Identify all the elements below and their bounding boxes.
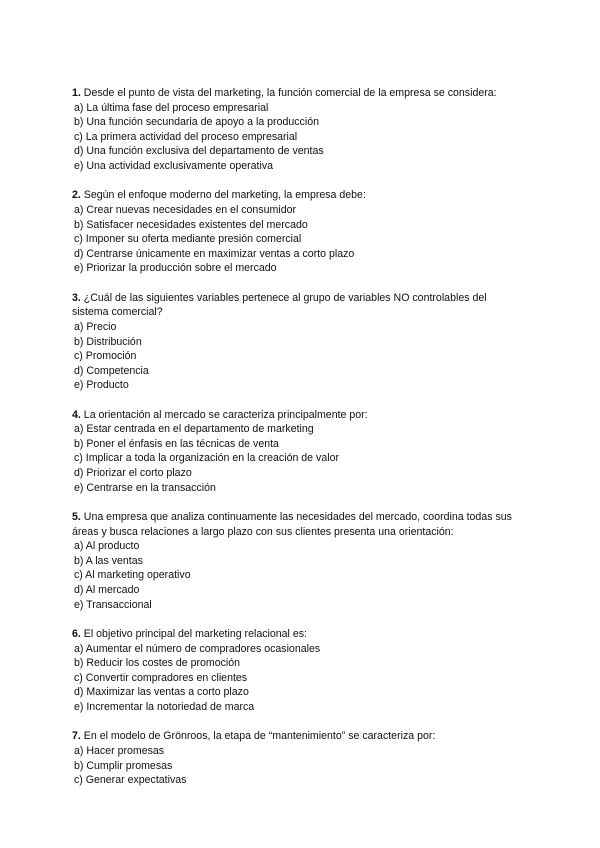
option-c: c) Generar expectativas bbox=[74, 774, 187, 787]
document-page bbox=[72, 86, 520, 803]
option-d: d) Competencia bbox=[74, 364, 149, 377]
question-stem bbox=[72, 510, 520, 539]
option-d: d) Al mercado bbox=[74, 584, 140, 596]
question-text: Según el enfoque moderno del marketing, la empresa debe: bbox=[83, 189, 366, 202]
option-a: a) Precio bbox=[74, 320, 117, 333]
option-d: d) Priorizar el corto plazo bbox=[74, 467, 192, 480]
option-a: a) Hacer promesas bbox=[74, 744, 165, 757]
option-list bbox=[72, 642, 520, 715]
option-e: e) Priorizar la producción sobre el mercado bbox=[74, 262, 277, 275]
option-b: b) Poner el énfasis en las técnicas de venta bbox=[74, 437, 279, 450]
option-b: b) Cumplir promesas bbox=[74, 759, 173, 772]
option-a: a) La última fase del proceso empresarial bbox=[74, 101, 269, 114]
option-list bbox=[72, 744, 520, 788]
option-b: b) Reducir los costes de promoción bbox=[74, 657, 241, 670]
question-stem bbox=[72, 408, 520, 423]
option-c: c) Imponer su oferta mediante presión comercial bbox=[74, 233, 302, 246]
question-text: En el modelo de Grönroos, la etapa de “mantenimiento” se caracteriza por: bbox=[83, 730, 436, 743]
option-c: c) Implicar a toda la organización en la creación de valor bbox=[74, 452, 339, 465]
option-e: e) Centrarse en la transacción bbox=[74, 481, 216, 494]
question-number: 7. bbox=[72, 730, 81, 743]
question-6 bbox=[72, 627, 520, 715]
question-stem bbox=[72, 729, 520, 744]
question-3 bbox=[72, 291, 520, 393]
question-4 bbox=[72, 408, 520, 496]
option-a: a) Al producto bbox=[74, 540, 140, 553]
option-e: e) Transaccional bbox=[74, 598, 152, 611]
option-e: e) Producto bbox=[74, 379, 129, 392]
option-a: a) Aumentar el número de compradores ocasionales bbox=[74, 642, 321, 655]
question-stem bbox=[72, 86, 520, 101]
option-list bbox=[72, 101, 520, 174]
question-2 bbox=[72, 188, 520, 276]
question-text: ¿Cuál de las siguientes variables pertenece al grupo de variables NO controlables del sistema comercial? bbox=[72, 291, 487, 319]
question-number: 6. bbox=[72, 627, 81, 640]
question-5 bbox=[72, 510, 520, 612]
question-number: 2. bbox=[72, 189, 81, 202]
option-list bbox=[72, 539, 520, 612]
question-text: La orientación al mercado se caracteriza principalmente por: bbox=[83, 408, 368, 421]
option-list bbox=[72, 203, 520, 276]
question-number: 3. bbox=[72, 291, 81, 304]
option-a: a) Crear nuevas necesidades en el consumidor bbox=[74, 203, 297, 216]
option-list bbox=[72, 422, 520, 495]
question-text: Una empresa que analiza continuamente las necesidades del mercado, coordina todas sus áreas y busca relaciones a largo plazo con sus clientes presenta una orientación: bbox=[72, 511, 512, 538]
option-d: d) Maximizar las ventas a corto plazo bbox=[74, 686, 249, 699]
option-c: c) Al marketing operativo bbox=[74, 569, 191, 582]
question-stem bbox=[72, 291, 520, 320]
option-c: c) La primera actividad del proceso empresarial bbox=[74, 130, 298, 143]
option-b: b) Satisfacer necesidades existentes del mercado bbox=[74, 218, 308, 231]
option-c: c) Promoción bbox=[74, 350, 137, 363]
question-7 bbox=[72, 729, 520, 787]
option-e: e) Una actividad exclusivamente operativa bbox=[74, 159, 274, 172]
option-d: d) Centrarse únicamente en maximizar ventas a corto plazo bbox=[74, 247, 355, 260]
option-d: d) Una función exclusiva del departamento de ventas bbox=[74, 145, 324, 158]
option-a: a) Estar centrada en el departamento de marketing bbox=[74, 423, 314, 436]
option-e: e) Incrementar la notoriedad de marca bbox=[74, 700, 255, 713]
question-stem bbox=[72, 627, 520, 642]
question-number: 4. bbox=[72, 408, 81, 421]
question-number: 5. bbox=[72, 511, 81, 524]
option-b: b) A las ventas bbox=[74, 554, 143, 567]
question-text: Desde el punto de vista del marketing, la función comercial de la empresa se considera: bbox=[83, 87, 497, 99]
question-text: El objetivo principal del marketing relacional es: bbox=[83, 627, 307, 640]
option-b: b) Distribución bbox=[74, 335, 142, 348]
option-list bbox=[72, 320, 520, 393]
question-stem bbox=[72, 188, 520, 203]
option-b: b) Una función secundaria de apoyo a la producción bbox=[74, 116, 319, 129]
question-number: 1. bbox=[72, 87, 81, 99]
option-c: c) Convertir compradores en clientes bbox=[74, 671, 248, 684]
question-1 bbox=[72, 86, 520, 174]
